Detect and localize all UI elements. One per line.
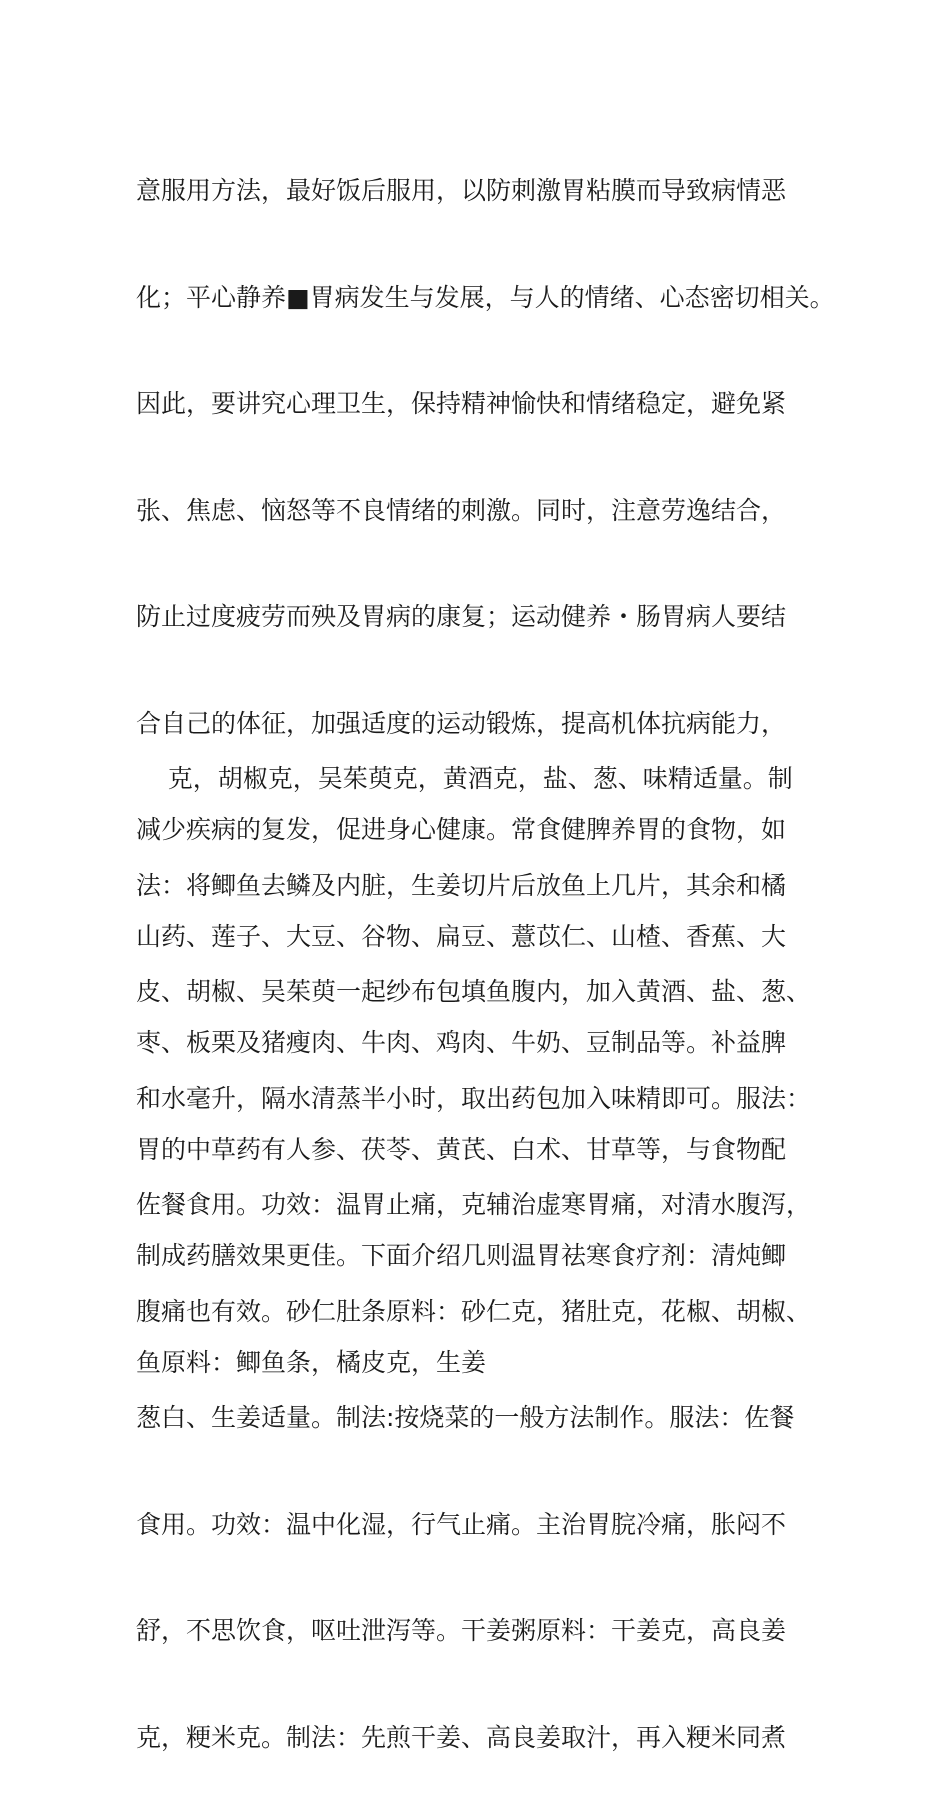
text-line: 和水毫升，隔水清蒸半小时，取出药包加入味精即可。服法： (136, 1083, 812, 1113)
text-line: 山药、莲子、大豆、谷物、扁豆、薏苡仁、山楂、香蕉、大 (136, 921, 787, 951)
text-line: 克，胡椒克，吴茱萸克，黄酒克，盐、葱、味精适量。制 (136, 764, 793, 793)
text-line: 合自己的体征，加强适度的运动锻炼，提高机体抗病能力， (136, 708, 787, 738)
text-line: 葱白、生姜适量。制法:按烧菜的一般方法制作。服法：佐餐 (136, 1403, 795, 1432)
text-line: 胃的中草药有人参、茯苓、黄芪、白术、甘草等，与食物配 (136, 1134, 787, 1164)
text-line: 枣、板栗及猪瘦肉、牛肉、鸡肉、牛奶、豆制品等。补益脾 (136, 1028, 787, 1057)
text-line: 化；平心静养■胃病发生与发展，与人的情绪、心态密切相关。 (136, 282, 835, 312)
text-line: 因此，要讲究心理卫生，保持精神愉快和情绪稳定，避免紧 (136, 389, 787, 418)
text-line: 减少疾病的复发，促进身心健康。常食健脾养胃的食物，如 (136, 815, 787, 844)
text-line: 克，粳米克。制法：先煎干姜、高良姜取汁，再入粳米同煮 (136, 1722, 787, 1752)
text-line: 食用。功效：温中化湿，行气止痛。主治胃脘冷痛，胀闷不 (136, 1509, 787, 1539)
text-line: 鱼原料：鲫鱼条，橘皮克，生姜 (136, 1347, 487, 1377)
text-line: 张、焦虑、恼怒等不良情绪的刺激。同时，注意劳逸结合， (136, 495, 787, 525)
text-line: 防止过度疲劳而殃及胃病的康复；运动健养・肠胃病人要结 (136, 602, 787, 631)
text-line: 意服用方法，最好饭后服用，以防刺激胃粘膜而导致病情恶 (136, 176, 787, 205)
text-line: 舒，不思饮食，呕吐泄泻等。干姜粥原料：干姜克，高良姜 (136, 1616, 787, 1645)
text-line: 佐餐食用。功效：温胃止痛，克辅治虚寒胃痛，对清水腹泻， (136, 1190, 812, 1219)
text-line: 制成药膳效果更佳。下面介绍几则温胃祛寒食疗剂：清炖鲫 (136, 1241, 787, 1270)
text-line: 法：将鲫鱼去鳞及内脏，生姜切片后放鱼上几片，其余和橘 (136, 870, 787, 900)
text-line: 腹痛也有效。砂仁肚条原料：砂仁克，猪肚克，花椒、胡椒、 (136, 1296, 812, 1326)
paragraph (136, 697, 836, 1820)
text-line: 皮、胡椒、吴茱萸一起纱布包填鱼腹内，加入黄酒、盐、葱、 (136, 977, 812, 1006)
